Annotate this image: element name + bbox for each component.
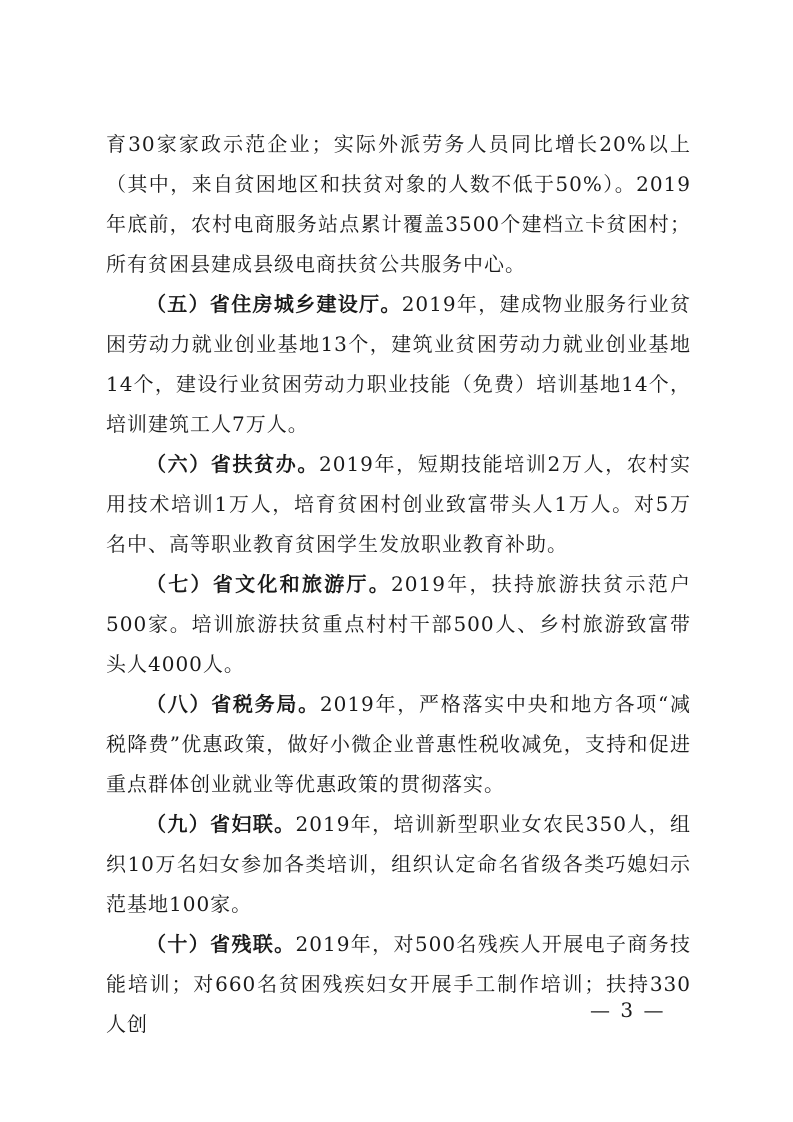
paragraph-disabled-federation	[106, 924, 691, 1044]
paragraph-heading: （十）省残联。	[146, 932, 296, 956]
paragraph-body: 2019年，对500名残疾人开展电子商务技能培训；对660名贫困残疾妇女开展手工制作培训；扶持330人创	[106, 932, 692, 1036]
paragraph-heading: （九）省妇联。	[146, 812, 296, 836]
paragraph-body: 2019年，建成物业服务行业贫困劳动力就业创业基地13个，建筑业贫困劳动力就业创业基地14个，建设行业贫困劳动力职业技能（免费）培训基地14个，培训建筑工人7万人。	[106, 292, 691, 436]
paragraph-body: 2019年，培训新型职业女农民350人，组织10万名妇女参加各类培训，组织认定命名省级各类巧媳妇示范基地100家。	[106, 812, 692, 916]
paragraph-heading: （五）省住房城乡建设厅。	[146, 292, 402, 316]
paragraph-heading: （六）省扶贫办。	[146, 452, 319, 476]
paragraph-heading: （八）省税务局。	[146, 692, 320, 716]
paragraph-body: 2019年，短期技能培训2万人，农村实用技术培训1万人，培育贫困村创业致富带头人1万人。对5万名中、高等职业教育贫困学生发放职业教育补助。	[106, 452, 691, 556]
paragraph-body: 2019年，严格落实中央和地方各项“减税降费”优惠政策，做好小微企业普惠性税收减免，支持和促进重点群体创业就业等优惠政策的贯彻落实。	[106, 692, 692, 796]
paragraph-tax-bureau	[106, 684, 691, 804]
paragraph-culture-tourism	[106, 564, 691, 684]
paragraph-body: 育30家家政示范企业；实际外派劳务人员同比增长20%以上（其中，来自贫困地区和扶贫对象的人数不低于50%）。2019年底前，农村电商服务站点累计覆盖3500个建档立卡贫困村；所有贫困县建成县级电商扶贫公共服务中心。	[106, 132, 691, 276]
paragraph-heading: （七）省文化和旅游厅。	[146, 572, 392, 596]
paragraph-housing-dept	[106, 284, 691, 444]
paragraph-continued	[106, 124, 691, 284]
paragraph-poverty-office	[106, 444, 691, 564]
paragraph-womens-federation	[106, 804, 691, 924]
page-number: — 3 —	[590, 998, 666, 1022]
paragraph-body: 2019年，扶持旅游扶贫示范户500家。培训旅游扶贫重点村村干部500人、乡村旅游致富带头人4000人。	[106, 572, 691, 676]
body-text	[106, 124, 691, 1044]
